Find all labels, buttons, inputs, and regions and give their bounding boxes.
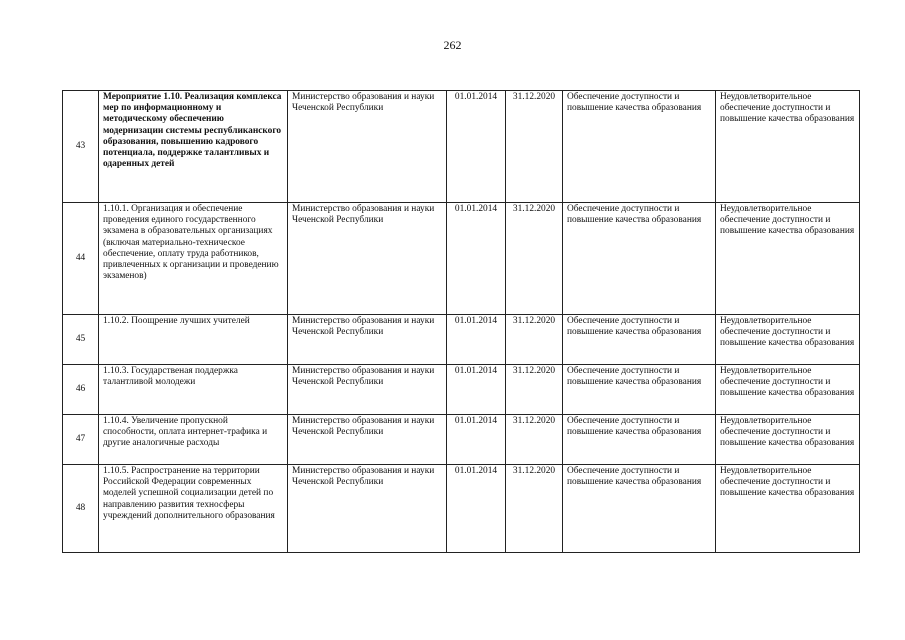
table-row [63,203,860,315]
consequence-cell: Неудовлетворительное обеспечение доступности и повышение качества образования [716,315,860,365]
program-events-table [62,90,860,553]
consequence-cell: Неудовлетворительное обеспечение доступности и повышение качества образования [716,365,860,415]
expected-result: Обеспечение доступности и повышение качества образования [563,203,716,315]
executor-cell: Министерство образования и науки Чеченской Республики [288,465,447,553]
table-row [63,415,860,465]
consequence-cell: Неудовлетворительное обеспечение доступности и повышение качества образования [716,415,860,465]
event-title: Мероприятие 1.10. Реализация комплекса мер по информационному и методическому обеспечению модернизации системы республиканского образования, повышению кадрового потенциала, поддержке талантливых и одаренных детей [99,91,288,203]
start-date: 01.01.2014 [447,203,506,315]
event-title: 1.10.1. Организация и обеспечение проведения единого государственного экзамена в образовательных организациях (включая материально-техническое обеспечение, оплату труда работников, привлеченных к организации и проведению экзаменов) [99,203,288,315]
executor-cell: Министерство образования и науки Чеченской Республики [288,315,447,365]
row-number: 44 [63,203,99,315]
start-date: 01.01.2014 [447,415,506,465]
row-number: 47 [63,415,99,465]
end-date: 31.12.2020 [506,315,563,365]
event-title: 1.10.3. Государственая поддержка талантливой молодежи [99,365,288,415]
row-number: 46 [63,365,99,415]
expected-result: Обеспечение доступности и повышение качества образования [563,365,716,415]
expected-result: Обеспечение доступности и повышение качества образования [563,415,716,465]
executor-cell: Министерство образования и науки Чеченской Республики [288,365,447,415]
end-date: 31.12.2020 [506,91,563,203]
consequence-cell: Неудовлетворительное обеспечение доступности и повышение качества образования [716,203,860,315]
table-row [63,465,860,553]
start-date: 01.01.2014 [447,315,506,365]
end-date: 31.12.2020 [506,203,563,315]
event-title: 1.10.5. Распространение на территории Российской Федерации современных моделей успешной социализации детей по направлению развития техносферы учреждений дополнительного образования [99,465,288,553]
table-row [63,315,860,365]
consequence-cell: Неудовлетворительное обеспечение доступности и повышение качества образования [716,91,860,203]
executor-cell: Министерство образования и науки Чеченской Республики [288,91,447,203]
row-number: 45 [63,315,99,365]
start-date: 01.01.2014 [447,465,506,553]
event-title: 1.10.2. Поощрение лучших учителей [99,315,288,365]
row-number: 48 [63,465,99,553]
expected-result: Обеспечение доступности и повышение качества образования [563,315,716,365]
table-row [63,365,860,415]
executor-cell: Министерство образования и науки Чеченской Республики [288,415,447,465]
event-title: 1.10.4. Увеличение пропускной способности, оплата интернет-трафика и другие аналогичные расходы [99,415,288,465]
row-number: 43 [63,91,99,203]
start-date: 01.01.2014 [447,91,506,203]
end-date: 31.12.2020 [506,415,563,465]
start-date: 01.01.2014 [447,365,506,415]
consequence-cell: Неудовлетворительное обеспечение доступности и повышение качества образования [716,465,860,553]
expected-result: Обеспечение доступности и повышение качества образования [563,465,716,553]
executor-cell: Министерство образования и науки Чеченской Республики [288,203,447,315]
page-number: 262 [443,38,462,52]
end-date: 31.12.2020 [506,465,563,553]
end-date: 31.12.2020 [506,365,563,415]
expected-result: Обеспечение доступности и повышение качества образования [563,91,716,203]
table-row [63,91,860,203]
